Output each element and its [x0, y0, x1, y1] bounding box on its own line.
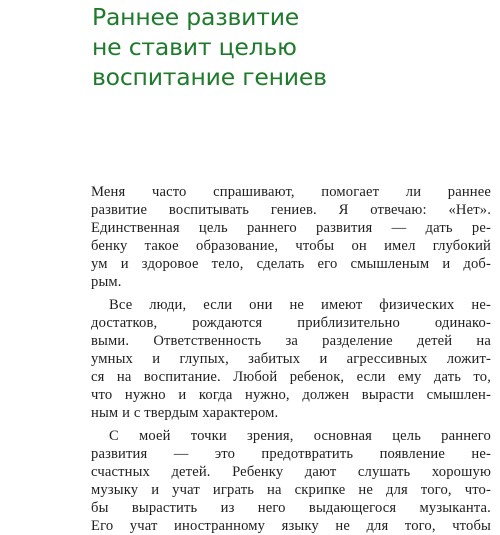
text-line: развития — это предотвратить появление не- — [91, 446, 491, 462]
paragraph-2 — [91, 296, 491, 422]
paragraph-3 — [91, 427, 491, 535]
text-line: ся на воспитание. Любой ребенок, если ему дать то, — [91, 369, 491, 385]
heading-line: воспитание гениев — [92, 63, 327, 91]
text-line: Единственная цель раннего развития — дать ре- — [91, 220, 491, 236]
text-line: бы вырастить из него выдающегося музыканта. — [91, 500, 491, 516]
body-text — [91, 183, 491, 535]
chapter-heading — [92, 2, 492, 92]
heading-line: не ставит целью — [92, 33, 297, 61]
paragraph-1 — [91, 183, 491, 291]
text-line: музыку и учат играть на скрипке не для того, что- — [91, 482, 491, 498]
text-line: ум и здоровое тело, сделать его смышленым и доб- — [91, 256, 491, 272]
text-line: ным и с твердым характером. — [91, 405, 279, 421]
text-line: рым. — [91, 274, 122, 290]
text-line: развитие воспитывать гениев. Я отвечаю: «Нет». — [91, 202, 491, 218]
text-line: счастных детей. Ребенку дают слушать хорошую — [91, 464, 491, 480]
text-line: умных и глупых, забитых и агрессивных ложит- — [91, 351, 491, 367]
heading-line: Раннее развитие — [92, 3, 300, 31]
text-line: бенку такое образование, чтобы он имел глубокий — [91, 238, 491, 254]
text-line: Все люди, если они не имеют физических не- — [109, 297, 491, 313]
text-line: что нужно и когда нужно, должен вырасти смышлен- — [91, 387, 491, 403]
text-line: достатков, рождаются приблизительно одинако- — [91, 315, 491, 331]
text-line: С моей точки зрения, основная цель раннего — [109, 428, 491, 444]
text-line: Меня часто спрашивают, помогает ли раннее — [91, 184, 491, 200]
text-line: выми. Ответственность за разделение детей на — [91, 333, 491, 349]
text-line: Его учат иностранному языку не для того, чтобы — [91, 518, 491, 534]
